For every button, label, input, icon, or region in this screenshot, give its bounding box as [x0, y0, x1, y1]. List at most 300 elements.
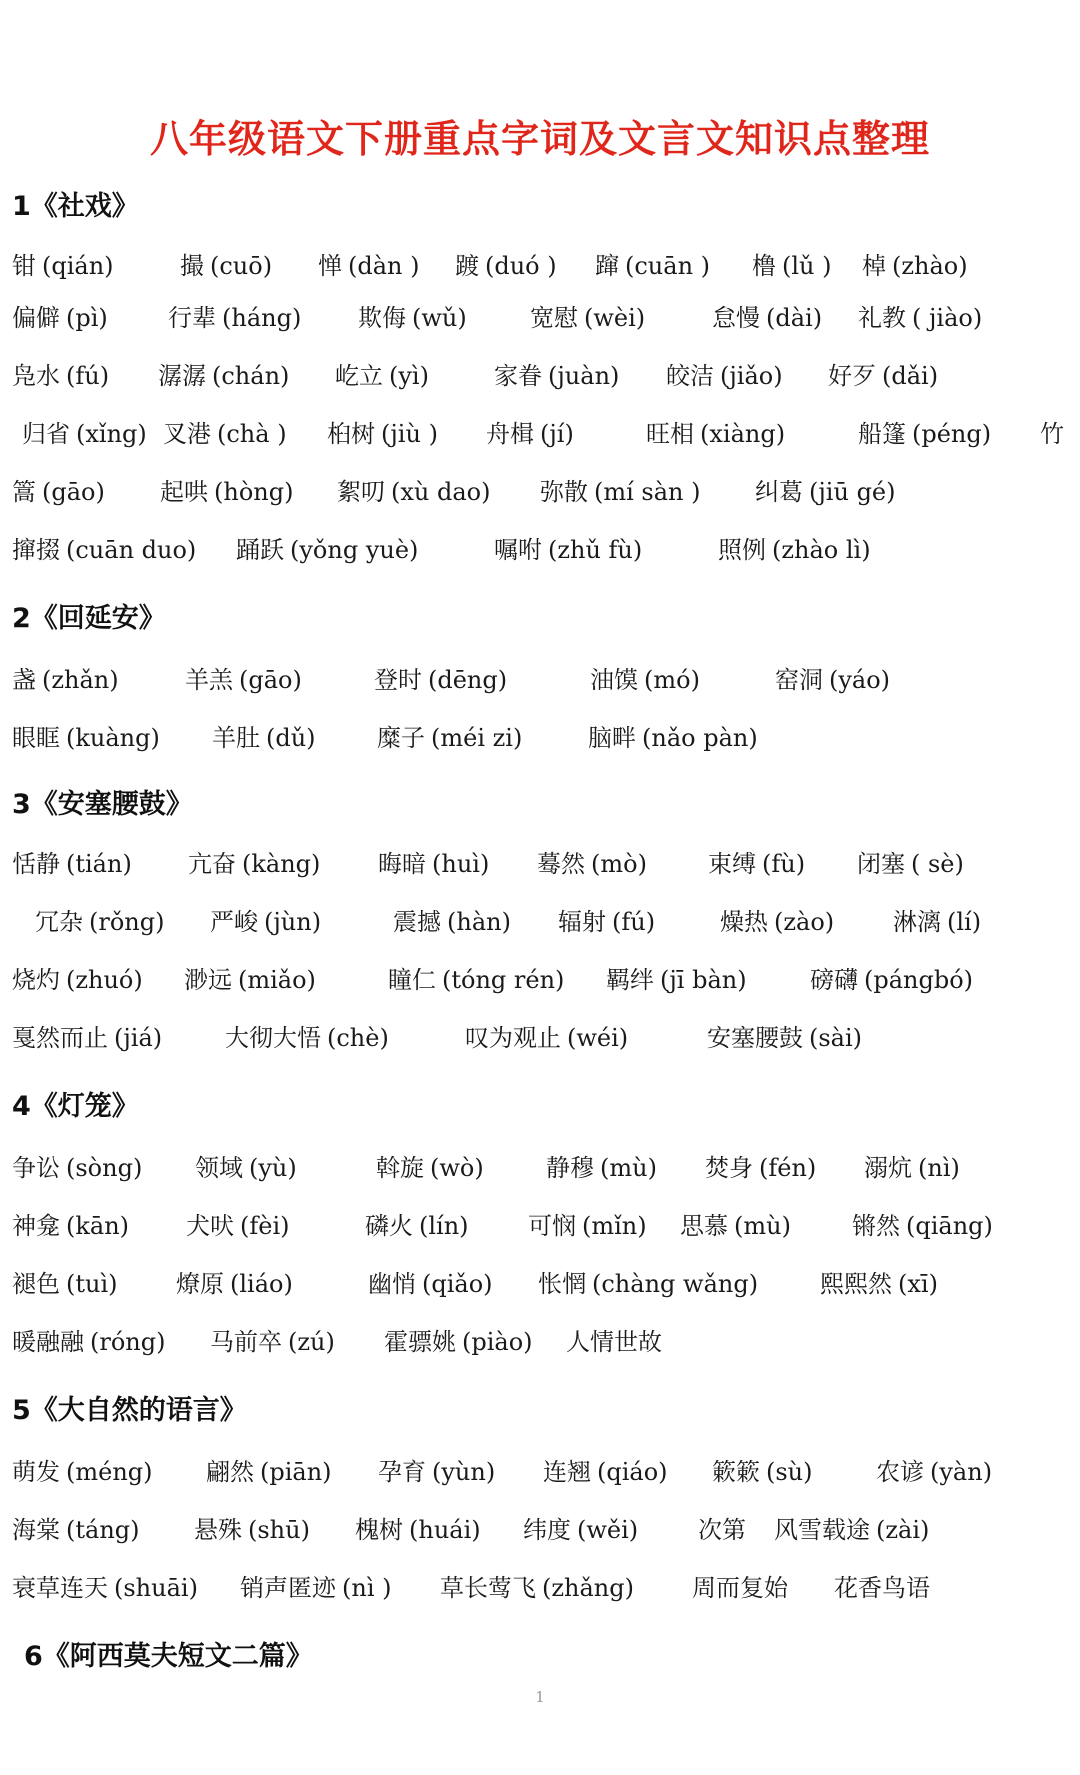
vocab-term	[528, 1206, 647, 1241]
term-pinyin: (jiǎo)	[720, 362, 783, 390]
term-word: 欺侮	[358, 304, 406, 332]
term-pinyin: (fù)	[762, 850, 806, 878]
term-pinyin: (gāo)	[239, 666, 302, 694]
term-pinyin: (shū)	[248, 1516, 310, 1544]
vocab-term	[184, 960, 316, 995]
vocab-term	[12, 298, 108, 333]
term-pinyin: (hàn)	[447, 908, 511, 936]
vocab-term	[12, 1264, 118, 1299]
vocab-term	[378, 844, 489, 879]
term-word: 宽慰	[530, 304, 578, 332]
vocab-term	[440, 1568, 634, 1603]
term-word: 蹿	[595, 252, 619, 280]
page-title: 八年级语文下册重点字词及文言文知识点整理	[149, 117, 930, 161]
term-word: 磅礴	[810, 966, 858, 994]
vocab-term	[590, 660, 700, 695]
term-word: 嘱咐	[494, 536, 542, 564]
term-pinyin: (dàn )	[348, 252, 420, 280]
vocab-term	[12, 1568, 198, 1603]
term-word: 撺掇	[12, 536, 60, 564]
term-word: 篙	[12, 478, 36, 506]
vocab-term	[707, 1018, 862, 1053]
term-word: 船篷	[858, 420, 906, 448]
term-word: 偏僻	[12, 304, 60, 332]
term-word: 皎洁	[666, 362, 714, 390]
term-pinyin: (hòng)	[214, 478, 294, 506]
vocab-term	[12, 356, 109, 391]
term-pinyin: (lí)	[947, 908, 982, 936]
vocab-term	[537, 844, 647, 879]
term-pinyin: (kān)	[66, 1212, 130, 1240]
term-pinyin: (duó )	[485, 252, 557, 280]
term-pinyin: (kuàng)	[66, 724, 160, 752]
term-pinyin: ( sè)	[911, 850, 964, 878]
term-pinyin: (yì)	[389, 362, 429, 390]
term-pinyin: (wěi)	[577, 1516, 639, 1544]
term-word: 家眷	[494, 362, 542, 390]
term-pinyin: (miǎo)	[238, 966, 316, 994]
term-pinyin: (wò)	[430, 1154, 484, 1182]
vocab-term	[158, 356, 289, 391]
term-pinyin: (qiāng)	[906, 1212, 993, 1240]
vocab-term	[206, 1452, 332, 1487]
vocab-term	[820, 1264, 938, 1299]
vocab-term	[606, 960, 747, 995]
term-pinyin: (pángbó)	[864, 966, 974, 994]
vocab-term	[210, 902, 321, 937]
vocab-row	[0, 414, 1080, 454]
term-word: 糜子	[377, 724, 425, 752]
vocab-term	[718, 530, 871, 565]
term-word: 桕树	[327, 420, 375, 448]
term-word: 犬吠	[186, 1212, 234, 1240]
term-pinyin: (wǔ)	[412, 304, 467, 332]
term-word: 辐射	[558, 908, 606, 936]
term-word: 马前卒	[210, 1328, 282, 1356]
term-pinyin: (chàng wǎng)	[592, 1270, 759, 1298]
vocab-row	[0, 1018, 1080, 1058]
term-pinyin: (jī bàn)	[660, 966, 747, 994]
vocab-row	[0, 472, 1080, 512]
term-pinyin: (fú)	[612, 908, 656, 936]
vocab-term	[195, 1148, 297, 1183]
vocab-term	[337, 472, 490, 507]
vocab-term	[186, 1206, 290, 1241]
page-number: 1	[535, 1688, 545, 1706]
term-word: 橹	[752, 252, 776, 280]
vocab-term	[857, 844, 964, 879]
vocab-term	[378, 1452, 495, 1487]
term-word: 燥热	[720, 908, 768, 936]
term-pinyin: (chán)	[212, 362, 290, 390]
term-word: 翩然	[206, 1458, 254, 1486]
vocab-term	[12, 660, 119, 695]
term-pinyin: (méi zi)	[431, 724, 523, 752]
vocab-term	[720, 902, 834, 937]
vocab-term	[160, 472, 293, 507]
term-word: 起哄	[160, 478, 208, 506]
term-word: 人情世故	[566, 1328, 662, 1356]
vocab-term	[327, 414, 438, 449]
term-pinyin: (tián)	[66, 850, 132, 878]
vocab-term	[680, 1206, 791, 1241]
vocab-row	[0, 246, 1080, 286]
term-word: 怠慢	[712, 304, 760, 332]
term-word: 惮	[318, 252, 342, 280]
vocab-term	[828, 356, 938, 391]
vocab-term	[494, 356, 619, 391]
section-heading: 4《灯笼》	[12, 1091, 139, 1122]
section-heading: 3《安塞腰鼓》	[12, 789, 193, 820]
term-word: 思慕	[680, 1212, 728, 1240]
vocab-term	[12, 844, 132, 879]
term-word: 震撼	[393, 908, 441, 936]
term-word: 好歹	[828, 362, 876, 390]
vocab-row	[0, 960, 1080, 1000]
vocab-term	[180, 246, 272, 281]
term-word: 礼教	[858, 304, 906, 332]
vocab-term	[523, 1510, 638, 1545]
term-pinyin: (mò)	[591, 850, 647, 878]
vocab-term	[486, 414, 574, 449]
term-word: 孕育	[378, 1458, 426, 1486]
vocab-term	[12, 1018, 162, 1053]
term-pinyin: (jiá)	[114, 1024, 163, 1052]
term-word: 次第	[698, 1516, 746, 1544]
term-pinyin: (sài)	[809, 1024, 863, 1052]
term-pinyin: (pì)	[66, 304, 108, 332]
term-pinyin: (xù dao)	[391, 478, 491, 506]
vocab-term	[494, 530, 642, 565]
term-pinyin: (nǎo pàn)	[642, 724, 758, 752]
term-word: 归省	[22, 420, 70, 448]
term-word: 晦暗	[378, 850, 426, 878]
term-pinyin: (nì)	[918, 1154, 960, 1182]
vocab-term	[775, 660, 890, 695]
term-pinyin: (piān)	[260, 1458, 332, 1486]
term-pinyin: (qiǎo)	[422, 1270, 493, 1298]
term-word: 周而复始	[692, 1574, 788, 1602]
term-pinyin: (xī)	[898, 1270, 938, 1298]
term-pinyin: (fú)	[66, 362, 110, 390]
term-pinyin: (zhào lì)	[772, 536, 871, 564]
vocab-term	[12, 718, 160, 753]
term-pinyin: (yùn)	[432, 1458, 496, 1486]
vocab-term	[852, 1206, 993, 1241]
term-pinyin: (xǐng)	[76, 420, 147, 448]
term-word: 舟楫	[486, 420, 534, 448]
term-word: 安塞腰鼓	[707, 1024, 803, 1052]
vocab-term	[810, 960, 973, 995]
term-pinyin: (rǒng)	[89, 908, 165, 936]
term-pinyin: ( jiào)	[912, 304, 983, 332]
term-pinyin: (mí sàn )	[594, 478, 701, 506]
vocab-term	[376, 1148, 484, 1183]
term-word: 旺相	[646, 420, 694, 448]
vocab-term	[876, 1452, 992, 1487]
term-word: 踱	[455, 252, 479, 280]
term-word: 锵然	[852, 1212, 900, 1240]
term-pinyin: (lín)	[419, 1212, 469, 1240]
section-heading: 2《回延安》	[12, 603, 166, 634]
vocab-term	[240, 1568, 392, 1603]
term-pinyin: (zhǎng)	[542, 1574, 634, 1602]
term-pinyin: (chà )	[217, 420, 287, 448]
vocab-term	[558, 902, 655, 937]
term-pinyin: (qián)	[42, 252, 114, 280]
vocab-term	[22, 414, 147, 449]
term-word: 争讼	[12, 1154, 60, 1182]
vocab-term	[12, 960, 143, 995]
term-word: 亢奋	[188, 850, 236, 878]
term-word: 悬殊	[194, 1516, 242, 1544]
term-word: 簌簌	[712, 1458, 760, 1486]
term-word: 熙熙然	[820, 1270, 892, 1298]
vocab-term	[712, 1452, 813, 1487]
vocab-term	[543, 1452, 668, 1487]
term-pinyin: (mù)	[734, 1212, 791, 1240]
vocab-term	[12, 472, 105, 507]
term-word: 戛然而止	[12, 1024, 108, 1052]
section-heading: 6《阿西莫夫短文二篇》	[24, 1641, 313, 1672]
vocab-term	[225, 1018, 389, 1053]
term-word: 农谚	[876, 1458, 924, 1486]
vocab-term	[755, 472, 896, 507]
term-word: 钳	[12, 252, 36, 280]
vocab-row	[0, 660, 1080, 700]
term-pinyin: (háng)	[222, 304, 302, 332]
term-word: 焚身	[705, 1154, 753, 1182]
term-pinyin: (tóng rén)	[442, 966, 565, 994]
term-word: 凫水	[12, 362, 60, 390]
term-word: 闭塞	[857, 850, 905, 878]
vocab-term	[1040, 414, 1064, 449]
term-pinyin: (jiù )	[381, 420, 438, 448]
term-word: 渺远	[184, 966, 232, 994]
term-word: 烧灼	[12, 966, 60, 994]
term-pinyin: (zhǎn)	[42, 666, 119, 694]
vocab-term	[546, 1148, 657, 1183]
term-pinyin: (péng)	[912, 420, 992, 448]
vocab-row	[0, 1322, 1080, 1362]
term-pinyin: (kàng)	[242, 850, 321, 878]
vocab-term	[752, 246, 832, 281]
vocab-term	[893, 902, 981, 937]
term-word: 絮叨	[337, 478, 385, 506]
vocab-term	[862, 246, 968, 281]
term-word: 窑洞	[775, 666, 823, 694]
term-word: 严峻	[210, 908, 258, 936]
vocab-term	[595, 246, 710, 281]
vocab-term	[335, 356, 429, 391]
vocab-term	[384, 1322, 533, 1357]
term-word: 脑畔	[588, 724, 636, 752]
vocab-term	[35, 902, 164, 937]
vocab-term	[588, 718, 758, 753]
vocab-row	[0, 356, 1080, 396]
vocab-term	[858, 298, 982, 333]
term-pinyin: (gāo)	[42, 478, 105, 506]
term-pinyin: (jùn)	[264, 908, 322, 936]
vocab-term	[185, 660, 302, 695]
vocab-row	[0, 1148, 1080, 1188]
term-pinyin: (tuì)	[66, 1270, 118, 1298]
term-pinyin: (dēng)	[428, 666, 508, 694]
term-pinyin: (jí)	[540, 420, 574, 448]
vocab-term	[377, 718, 522, 753]
vocab-term	[12, 1148, 142, 1183]
vocab-term	[698, 1510, 746, 1545]
vocab-term	[12, 246, 114, 281]
term-pinyin: (sòng)	[66, 1154, 143, 1182]
term-pinyin: (zú)	[288, 1328, 335, 1356]
term-pinyin: (cuān duo)	[66, 536, 197, 564]
term-word: 竹	[1040, 420, 1064, 448]
term-word: 撮	[180, 252, 204, 280]
term-pinyin: (nì )	[342, 1574, 392, 1602]
term-pinyin: (dài)	[766, 304, 823, 332]
term-word: 溺炕	[864, 1154, 912, 1182]
term-word: 羁绊	[606, 966, 654, 994]
term-word: 眼眶	[12, 724, 60, 752]
term-pinyin: (zhào)	[892, 252, 968, 280]
vocab-term	[540, 472, 701, 507]
term-word: 叉港	[163, 420, 211, 448]
vocab-term	[692, 1568, 788, 1603]
vocab-term	[538, 1264, 758, 1299]
term-word: 行辈	[168, 304, 216, 332]
term-word: 冗杂	[35, 908, 83, 936]
term-pinyin: (lǔ )	[782, 252, 832, 280]
vocab-term	[358, 298, 467, 333]
term-word: 海棠	[12, 1516, 60, 1544]
vocab-term	[210, 1322, 335, 1357]
term-word: 蓦然	[537, 850, 585, 878]
vocab-term	[194, 1510, 310, 1545]
vocab-term	[834, 1568, 930, 1603]
term-pinyin: (piào)	[462, 1328, 533, 1356]
section-heading: 1《社戏》	[12, 191, 139, 222]
term-pinyin: (fén)	[759, 1154, 817, 1182]
term-pinyin: (táng)	[66, 1516, 140, 1544]
term-word: 束缚	[708, 850, 756, 878]
term-pinyin: (róng)	[90, 1328, 166, 1356]
term-word: 踊跃	[236, 536, 284, 564]
term-pinyin: (xiàng)	[700, 420, 786, 448]
term-pinyin: (zài)	[876, 1516, 930, 1544]
term-word: 斡旋	[376, 1154, 424, 1182]
vocab-term	[705, 1148, 816, 1183]
vocab-term	[163, 414, 287, 449]
vocab-term	[12, 1206, 129, 1241]
term-word: 羊羔	[185, 666, 233, 694]
term-word: 纠葛	[755, 478, 803, 506]
term-pinyin: (sù)	[766, 1458, 813, 1486]
term-pinyin: (fèi)	[240, 1212, 290, 1240]
term-word: 静穆	[546, 1154, 594, 1182]
term-word: 褪色	[12, 1270, 60, 1298]
term-word: 燎原	[176, 1270, 224, 1298]
term-pinyin: (zào)	[774, 908, 835, 936]
term-pinyin: (huì)	[432, 850, 490, 878]
term-pinyin: (zhuó)	[66, 966, 143, 994]
term-word: 幽悄	[368, 1270, 416, 1298]
vocab-term	[355, 1510, 481, 1545]
vocab-term	[374, 660, 507, 695]
vocab-term	[566, 1322, 662, 1357]
vocab-term	[393, 902, 511, 937]
vocab-term	[188, 844, 320, 879]
term-pinyin: (yù)	[249, 1154, 297, 1182]
vocab-term	[212, 718, 316, 753]
vocab-row	[0, 530, 1080, 570]
vocab-term	[368, 1264, 493, 1299]
vocab-term	[666, 356, 783, 391]
vocab-row	[0, 1206, 1080, 1246]
term-pinyin: (zhǔ fù)	[548, 536, 643, 564]
term-pinyin: (méng)	[66, 1458, 153, 1486]
term-pinyin: (shuāi)	[114, 1574, 198, 1602]
term-word: 暖融融	[12, 1328, 84, 1356]
vocab-term	[318, 246, 419, 281]
term-word: 弥散	[540, 478, 588, 506]
term-word: 萌发	[12, 1458, 60, 1486]
vocab-row	[0, 1568, 1080, 1608]
section-heading: 5《大自然的语言》	[12, 1395, 247, 1426]
term-word: 销声匿迹	[240, 1574, 336, 1602]
term-word: 衰草连天	[12, 1574, 108, 1602]
vocab-term	[12, 1510, 140, 1545]
term-word: 神龛	[12, 1212, 60, 1240]
vocab-term	[864, 1148, 960, 1183]
term-pinyin: (mó)	[644, 666, 700, 694]
term-word: 纬度	[523, 1516, 571, 1544]
term-pinyin: (juàn)	[548, 362, 620, 390]
term-word: 叹为观止	[465, 1024, 561, 1052]
term-word: 磷火	[365, 1212, 413, 1240]
term-word: 恬静	[12, 850, 60, 878]
term-pinyin: (wèi)	[584, 304, 646, 332]
vocab-term	[236, 530, 418, 565]
vocab-term	[858, 414, 991, 449]
term-word: 风雪载途	[774, 1516, 870, 1544]
term-pinyin: (dǎi)	[882, 362, 939, 390]
term-pinyin: (mǐn)	[582, 1212, 647, 1240]
term-pinyin: (yǒng yuè)	[290, 536, 419, 564]
term-word: 花香鸟语	[834, 1574, 930, 1602]
term-word: 领域	[195, 1154, 243, 1182]
term-word: 霍骠姚	[384, 1328, 456, 1356]
vocab-term	[465, 1018, 628, 1053]
term-pinyin: (yàn)	[930, 1458, 993, 1486]
term-word: 可悯	[528, 1212, 576, 1240]
vocab-term	[708, 844, 805, 879]
term-word: 怅惘	[538, 1270, 586, 1298]
term-word: 大彻大悟	[225, 1024, 321, 1052]
vocab-row	[0, 298, 1080, 338]
term-word: 草长莺飞	[440, 1574, 536, 1602]
term-pinyin: (huái)	[409, 1516, 481, 1544]
term-pinyin: (cuān )	[625, 252, 711, 280]
term-pinyin: (mù)	[600, 1154, 657, 1182]
vocab-row	[0, 902, 1080, 942]
term-word: 瞳仁	[388, 966, 436, 994]
term-word: 羊肚	[212, 724, 260, 752]
term-pinyin: (wéi)	[567, 1024, 629, 1052]
term-word: 淋漓	[893, 908, 941, 936]
vocab-term	[176, 1264, 293, 1299]
term-word: 油馍	[590, 666, 638, 694]
